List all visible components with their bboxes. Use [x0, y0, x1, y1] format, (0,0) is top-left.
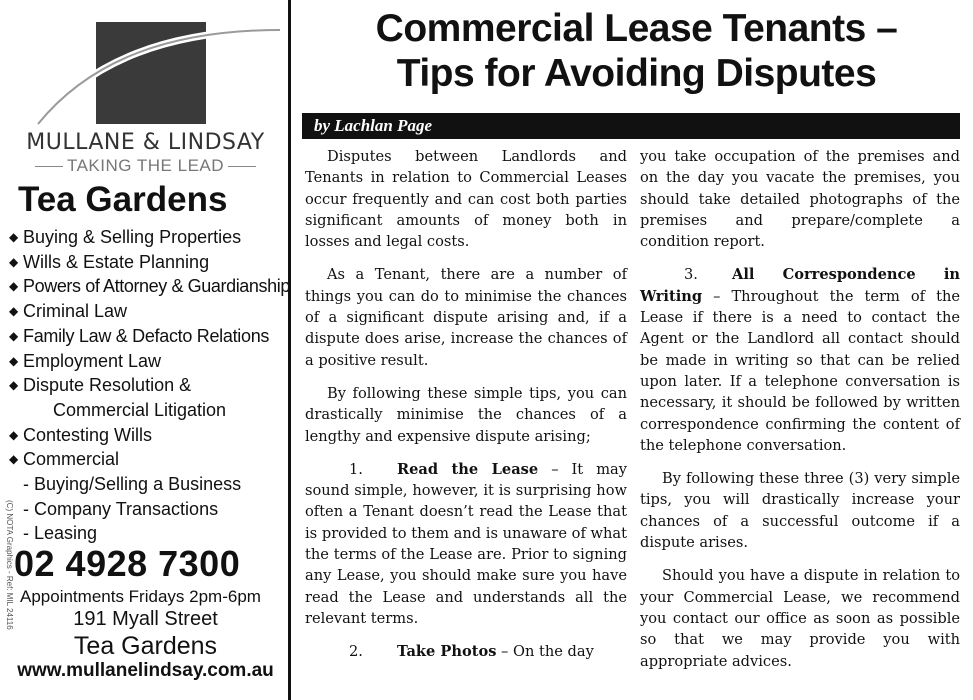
paragraph: By following these simple tips, you can drastically minimise the chances of a lengthy and expensive dispute arising;	[305, 384, 627, 445]
title-line-1: Commercial Lease Tenants –	[375, 7, 898, 50]
service-subitem: - Leasing	[23, 523, 98, 544]
logo-arc-icon	[30, 20, 290, 130]
bullet-icon: ◆	[9, 427, 19, 442]
tip-heading: Take Photos	[397, 643, 497, 661]
article-title	[300, 6, 973, 96]
service-item: Commercial Litigation	[53, 399, 227, 420]
appointments-text: Appointments Fridays 2pm-6pm	[20, 587, 261, 606]
paragraph: As a Tenant, there are a number of things you can do to minimise the chances of a significant dispute arising and, if a dispute does arise, increase the chances of a positive result.	[305, 266, 627, 369]
service-item: ◆ Employment Law	[9, 349, 294, 374]
graphics-credit: (C) NOTA Graphics - Ref: MIL 24116	[5, 500, 14, 630]
location-heading: Tea Gardens	[18, 180, 228, 219]
website-link[interactable]: www.mullanelindsay.com.au	[17, 660, 274, 681]
service-item: ◆ Criminal Law	[9, 299, 294, 324]
title-line-2: Tips for Avoiding Disputes	[396, 52, 877, 95]
paragraph: Disputes between Landlords and Tenants in relation to Commercial Leases occur frequently and can cost both parties significant amounts of money both in losses and legal costs.	[305, 148, 627, 251]
phone-number: 02 4928 7300	[14, 543, 241, 584]
byline-bar: by Lachlan Page	[302, 113, 960, 139]
tip-1: 1. Read the Lease – It may sound simple, however, it is surprising how often a Tenant doesn’t read the Lease that is provided to them and is unaware of what the terms of the Lease are. Prior to signing any Lease, you should make sure you have read the Lease and understands all the relevant terms.	[305, 460, 627, 627]
paragraph: By following these three (3) very simple tips, you will drastically increase your chances of a successful outcome if a dispute arises.	[640, 470, 960, 552]
sidebar-advertisement	[0, 0, 291, 700]
article-column-1	[305, 146, 627, 675]
tip-heading: Read the Lease	[397, 460, 539, 478]
tip-3: 3. All Correspondence in Writing – Throughout the term of the Lease if there is a need to contact the Agent or the Landlord all contact should be made in writing so that can be relied upon later. If a telephone conversation is necessary, it should be followed by written correspondence confirming the content of the telephone conversation.	[640, 266, 960, 454]
bullet-icon: ◆	[9, 304, 19, 319]
service-item: ◆ Dispute Resolution &	[9, 373, 294, 398]
service-item: ◆ Buying & Selling Properties	[9, 225, 294, 250]
tip-heading: All Correspondence in Writing	[640, 266, 960, 305]
logo	[0, 0, 291, 185]
service-item: ◆ Powers of Attorney & Guardianship	[9, 274, 294, 299]
brand-name: MULLANE & LINDSAY	[26, 130, 265, 155]
bullet-icon: ◆	[9, 353, 19, 368]
bullet-icon: ◆	[9, 279, 19, 294]
bullet-icon: ◆	[9, 230, 19, 244]
brand-tagline: TAKING THE LEAD	[0, 156, 291, 176]
town-name: Tea Gardens	[73, 632, 218, 660]
service-subitem: - Company Transactions	[23, 498, 219, 519]
services-list	[9, 225, 294, 546]
paragraph: you take occupation of the premises and on the day you vacate the premises, you should take detailed photographs of the premises and prepare/complete a condition report.	[640, 148, 960, 251]
bullet-icon: ◆	[9, 254, 19, 269]
service-item: ◆ Wills & Estate Planning	[9, 250, 294, 275]
bullet-icon: ◆	[9, 378, 19, 393]
paragraph: Should you have a dispute in relation to your Commercial Lease, we recommend you contact our office as soon as possible so that we may provide you with appropriate advices.	[640, 567, 960, 670]
service-subitem: - Buying/Selling a Business	[23, 474, 242, 495]
street-address: 191 Myall Street	[73, 608, 218, 630]
bullet-icon: ◆	[9, 452, 19, 467]
article-column-2	[640, 146, 960, 684]
service-item: ◆ Contesting Wills	[9, 423, 294, 448]
tip-2: 2. Take Photos – On the day	[349, 643, 594, 661]
service-item: ◆ Commercial	[9, 447, 294, 472]
bullet-icon: ◆	[9, 328, 19, 343]
service-item: ◆ Family Law & Defacto Relations	[9, 324, 294, 349]
